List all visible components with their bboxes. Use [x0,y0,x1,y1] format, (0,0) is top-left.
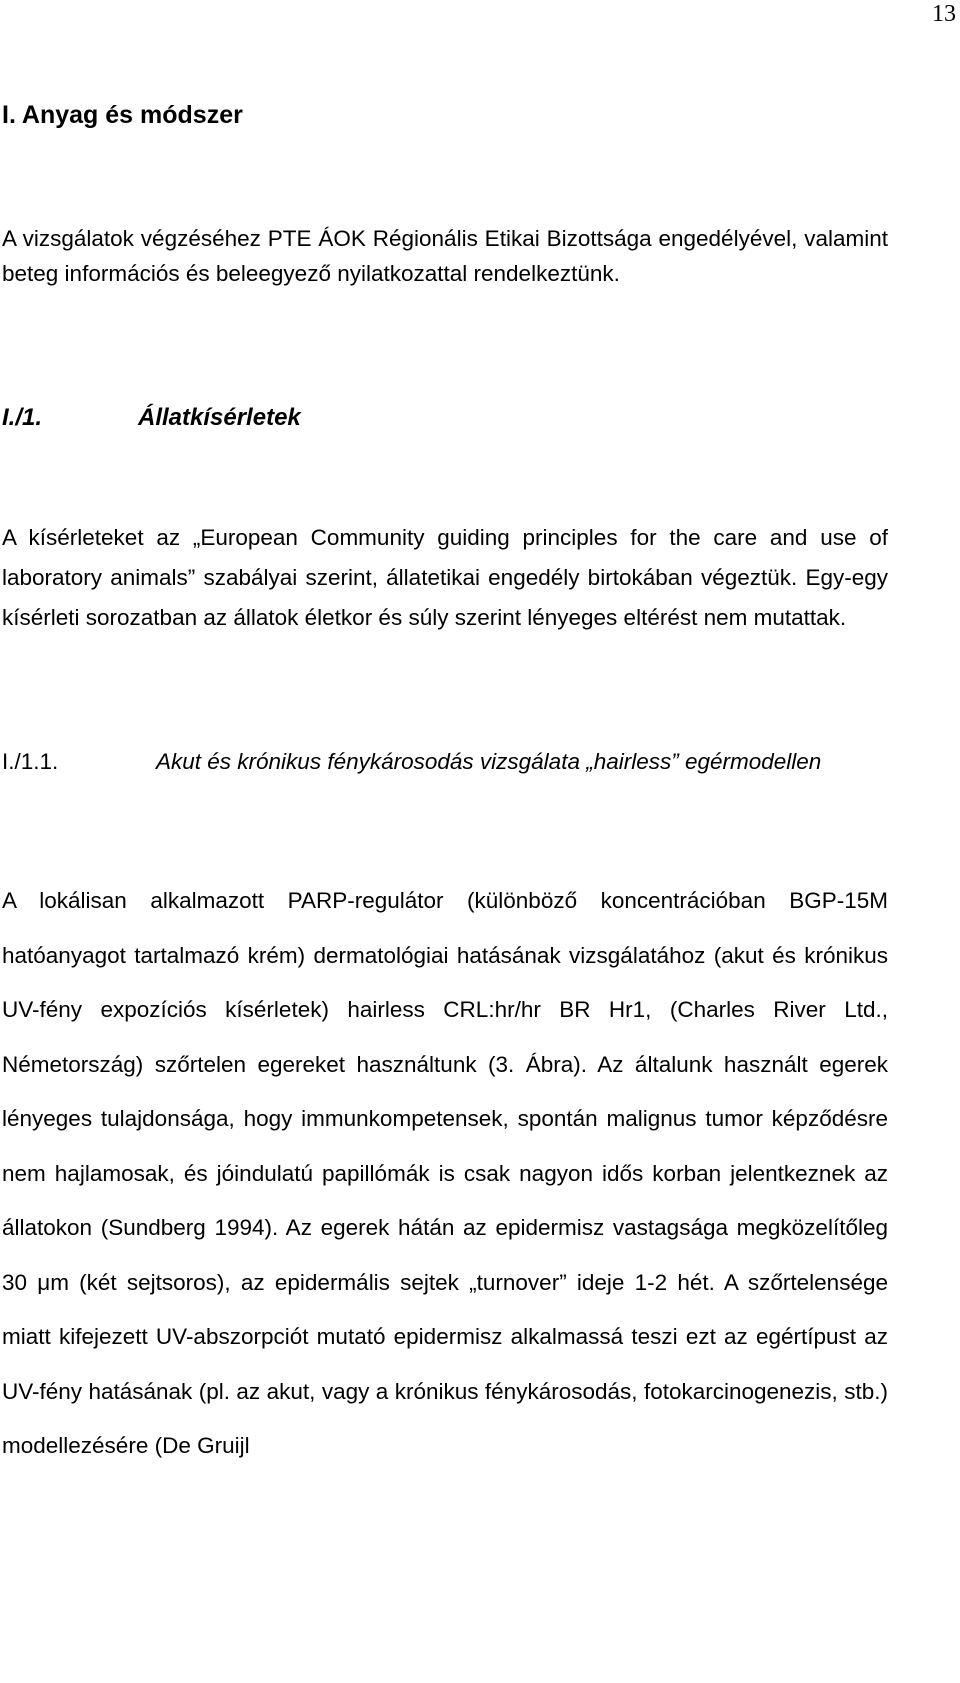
subsection-title: Akut és krónikus fénykárosodás vizsgálata „hairless” egérmodellen [156,749,822,774]
section-title: Állatkísérletek [138,404,301,431]
section-number: I./1. [2,404,43,431]
chapter-heading: I. Anyag és módszer [2,101,243,129]
subsection-number: I./1.1. [2,749,59,774]
subsection-paragraph: A lokálisan alkalmazott PARP-regulátor (különböző koncentrációban BGP-15M hatóanyagot tartalmazó krém) dermatológiai hatásának vizsgálatához (akut és krónikus UV-fény expozíciós kísérletek) hairless CRL:hr/hr BR Hr1, (Charles River Ltd., Németország) szőrtelen egereket használtunk (3. Ábra). Az általunk használt egerek lényeges tulajdonsága, hogy immunkompetensek, spontán malignus tumor képződésre nem hajlamosak, és jóindulatú papillómák is csak nagyon idős korban jelentkeznek az állatokon (Sundberg 1994). Az egerek hátán az epidermisz vastagsága megközelítőleg 30 μm (két sejtsoros), az epidermális sejtek „turnover” ideje 1-2 hét. A szőrtelensége miatt kifejezett UV-abszorpciót mutató epidermisz alkalmassá teszi ezt az egértípust az UV-fény hatásának (pl. az akut, vagy a krónikus fénykárosodás, fotokarcinogenezis, stb.) modellezésére (De Gruijl [2,888,888,1458]
page-number: 13 [932,1,956,27]
intro-paragraph: A vizsgálatok végzéséhez PTE ÁOK Régionális Etikai Bizottsága engedélyével, valamint beteg információs és beleegyező nyilatkozattal rendelkeztünk. [2,226,888,286]
section-paragraph: A kísérleteket az „European Community guiding principles for the care and use of laboratory animals” szabályai szerint, állatetikai engedély birtokában végeztük. Egy-egy kísérleti sorozatban az állatok életkor és súly szerint lényeges eltérést nem mutattak. [2,525,888,630]
